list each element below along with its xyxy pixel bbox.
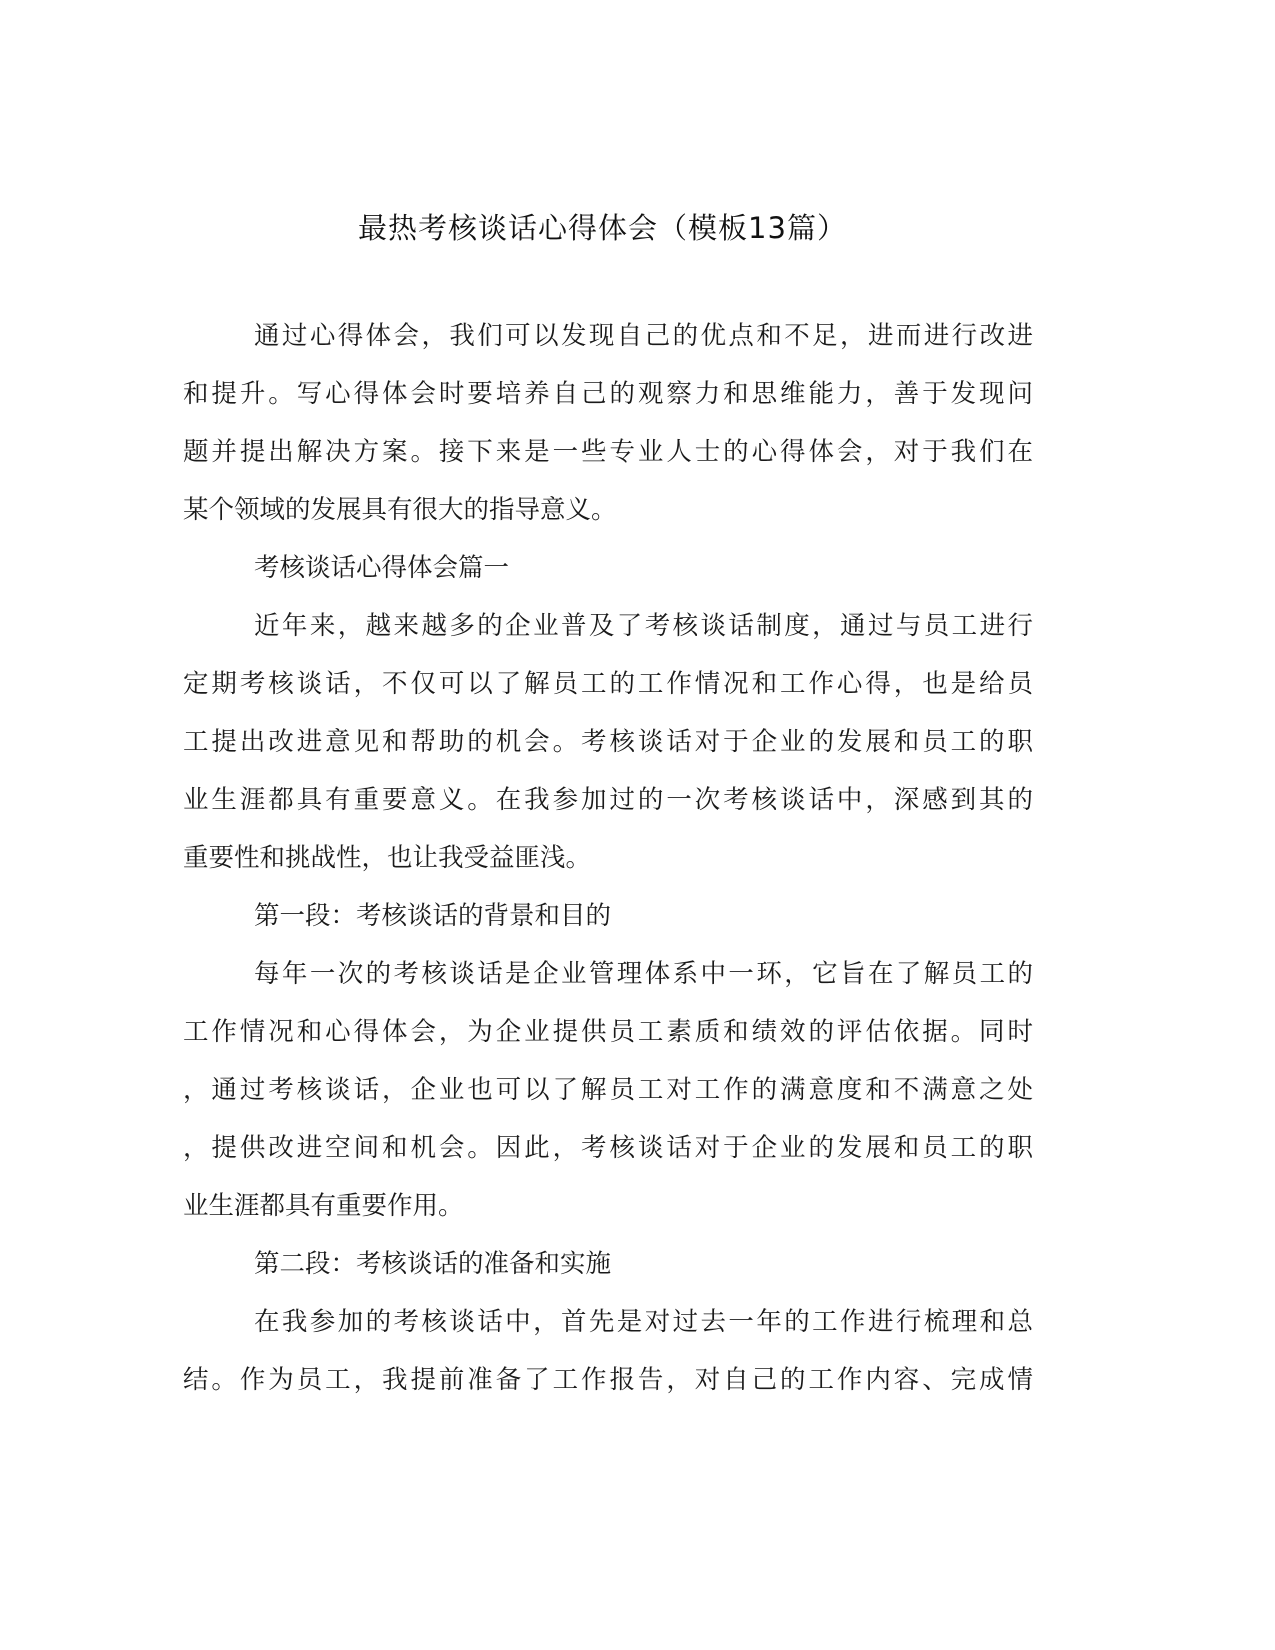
paragraph-line: 通过心得体会，我们可以发现自己的优点和不足，进而进行改进 — [254, 321, 1033, 351]
paragraph-line: 题并提出解决方案。接下来是一些专业人士的心得体会，对于我们在 — [183, 437, 1033, 467]
paragraph-line: 工提出改进意见和帮助的机会。考核谈话对于企业的发展和员工的职 — [183, 727, 1033, 757]
paragraph-line: 定期考核谈话，不仅可以了解员工的工作情况和工作心得，也是给员 — [183, 669, 1033, 699]
paragraph-line: 结。作为员工，我提前准备了工作报告，对自己的工作内容、完成情 — [183, 1365, 1033, 1395]
paragraph-line: 近年来，越来越多的企业普及了考核谈话制度，通过与员工进行 — [254, 611, 1033, 641]
paragraph-line: 和提升。写心得体会时要培养自己的观察力和思维能力，善于发现问 — [183, 379, 1033, 409]
paragraph-line: 某个领域的发展具有很大的指导意义。 — [183, 495, 617, 525]
paragraph-line: ，通过考核谈话，企业也可以了解员工对工作的满意度和不满意之处 — [183, 1075, 1033, 1105]
section-heading: 考核谈话心得体会篇一 — [254, 553, 510, 583]
document-title: 最热考核谈话心得体会（模板13篇） — [358, 211, 847, 245]
paragraph-line: 每年一次的考核谈话是企业管理体系中一环，它旨在了解员工的 — [254, 959, 1033, 989]
paragraph-line: 在我参加的考核谈话中，首先是对过去一年的工作进行梳理和总 — [254, 1307, 1033, 1337]
paragraph-line: 业生涯都具有重要作用。 — [183, 1191, 464, 1221]
paragraph-line: 重要性和挑战性，也让我受益匪浅。 — [183, 843, 592, 873]
paragraph-line: 工作情况和心得体会，为企业提供员工素质和绩效的评估依据。同时 — [183, 1017, 1033, 1047]
section-heading: 第二段：考核谈话的准备和实施 — [254, 1249, 612, 1279]
section-heading: 第一段：考核谈话的背景和目的 — [254, 901, 612, 931]
paragraph-line: ，提供改进空间和机会。因此，考核谈话对于企业的发展和员工的职 — [183, 1133, 1033, 1163]
paragraph-line: 业生涯都具有重要意义。在我参加过的一次考核谈话中，深感到其的 — [183, 785, 1033, 815]
